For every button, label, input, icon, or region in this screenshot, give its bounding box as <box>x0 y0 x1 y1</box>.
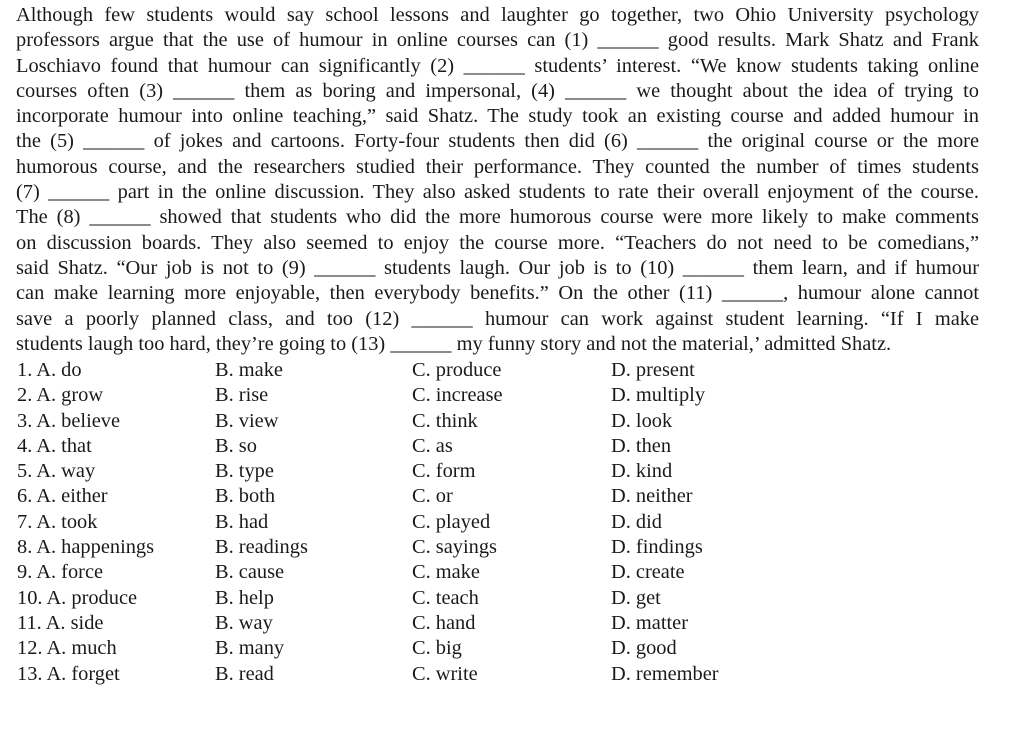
option-a: 6. A. either <box>17 485 108 508</box>
passage-line: professors argue that the use of humour in online courses can (1) ______ good results. Mark Shatz and Frank <box>16 29 979 52</box>
passage-line: courses often (3) ______ them as boring and impersonal, (4) ______ we thought about the idea of trying to <box>16 79 979 102</box>
passage-line: humorous course, and the researchers studied their performance. They counted the number of times students <box>16 155 979 178</box>
passage-line: can make learning more enjoyable, then everybody benefits.” On the other (11) ______, humour alone cannot <box>16 282 979 305</box>
option-a: 9. A. force <box>17 561 104 584</box>
option-d: D. kind <box>611 460 673 483</box>
option-d: D. remember <box>611 662 719 685</box>
option-c: C. hand <box>412 611 476 634</box>
option-b: B. rise <box>215 384 269 407</box>
option-b: B. way <box>215 611 273 634</box>
option-a: 10. A. produce <box>17 586 138 609</box>
passage-line: the (5) ______ of jokes and cartoons. Forty-four students then did (6) ______ the original course or the more <box>16 130 979 153</box>
option-a: 11. A. side <box>17 611 104 634</box>
option-a: 12. A. much <box>17 637 117 660</box>
option-c: C. sayings <box>412 536 497 559</box>
option-c: C. increase <box>412 384 503 407</box>
option-d: D. multiply <box>611 384 706 407</box>
passage-line: The (8) ______ showed that students who did the more humorous course were more likely to make comments <box>16 206 979 229</box>
option-b: B. cause <box>215 561 285 584</box>
option-b: B. both <box>215 485 276 508</box>
option-c: C. teach <box>412 586 479 609</box>
option-b: B. help <box>215 586 274 609</box>
option-b: B. make <box>215 359 283 381</box>
option-c: C. as <box>412 434 453 457</box>
passage-line: on discussion boards. They also seemed to enjoy the course more. “Teachers do not need to be comedians,” <box>16 231 979 254</box>
option-b: B. so <box>215 434 257 457</box>
passage-line: save a poorly planned class, and too (12) ______ humour can work against student learning. “If I make <box>16 307 979 330</box>
option-d: D. neither <box>611 485 693 508</box>
option-c: C. or <box>412 485 453 508</box>
passage-line: said Shatz. “Our job is not to (9) ______ students laugh. Our job is to (10) ______ them learn, and if humour <box>16 256 979 279</box>
option-a: 13. A. forget <box>17 662 120 685</box>
option-b: B. many <box>215 637 285 660</box>
passage-line: students laugh too hard, they’re going to (13) ______ my funny story and not the material,’ admitted Shatz. <box>16 332 892 355</box>
option-d: D. create <box>611 561 685 584</box>
option-b: B. type <box>215 460 274 483</box>
option-c: C. form <box>412 460 476 483</box>
option-a: 4. A. that <box>17 434 92 457</box>
passage-line: incorporate humour into online teaching,” said Shatz. The study took an existing course and added humour in <box>16 105 979 128</box>
option-a: 2. A. grow <box>17 384 104 407</box>
option-d: D. get <box>611 586 661 609</box>
option-a: 1. A. do <box>17 359 82 381</box>
option-b: B. had <box>215 510 269 533</box>
option-d: D. present <box>611 359 695 381</box>
option-a: 3. A. believe <box>17 409 121 432</box>
reading-passage <box>16 3 979 357</box>
option-d: D. findings <box>611 536 703 559</box>
option-c: C. big <box>412 637 462 660</box>
option-a: 5. A. way <box>17 460 96 483</box>
option-d: D. look <box>611 409 673 432</box>
option-b: B. readings <box>215 536 308 559</box>
option-d: D. did <box>611 510 662 533</box>
option-b: B. read <box>215 662 274 685</box>
option-a: 8. A. happenings <box>17 536 155 559</box>
option-c: C. produce <box>412 359 502 381</box>
option-c: C. make <box>412 561 480 584</box>
option-d: D. then <box>611 434 672 457</box>
option-b: B. view <box>215 409 279 432</box>
option-d: D. matter <box>611 611 689 634</box>
passage-line: Although few students would say school lessons and laughter go together, two Ohio University psychology <box>16 4 979 26</box>
option-c: C. think <box>412 409 478 432</box>
option-c: C. write <box>412 662 478 685</box>
option-c: C. played <box>412 510 491 533</box>
option-d: D. good <box>611 637 677 660</box>
passage-line: (7) ______ part in the online discussion. They also asked students to rate their overall enjoyment of the course. <box>16 181 979 204</box>
option-a: 7. A. took <box>17 510 98 533</box>
passage-line: Loschiavo found that humour can significantly (2) ______ students’ interest. “We know students taking online <box>16 54 979 77</box>
